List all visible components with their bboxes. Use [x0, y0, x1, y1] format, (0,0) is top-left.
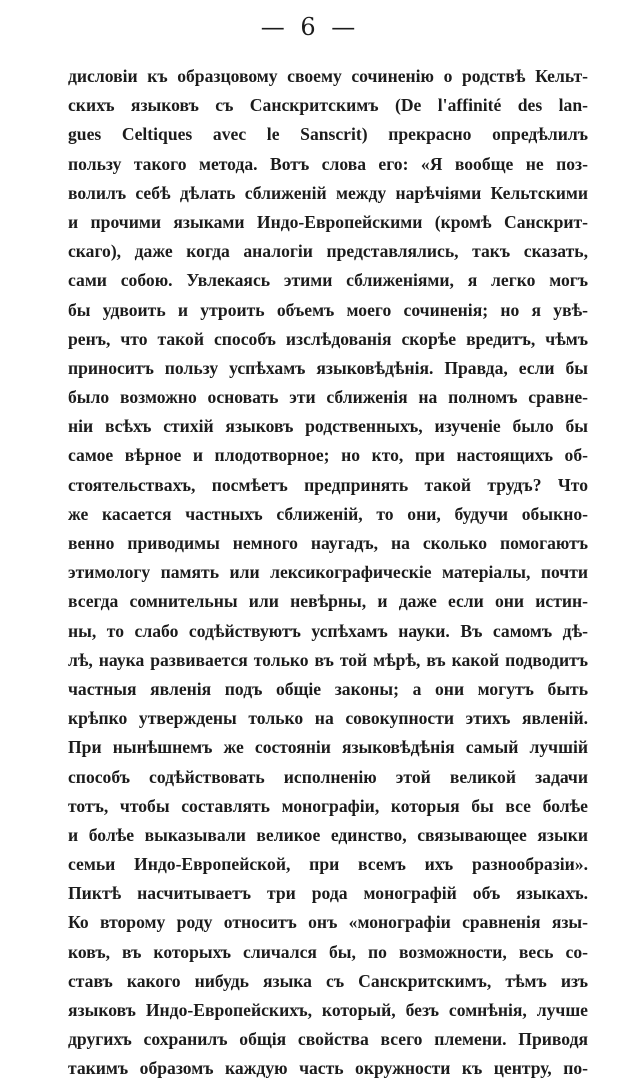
text-line: пользу такого метода. Вотъ слова его: «Я вообще не поз- [68, 153, 588, 174]
text-line: gues Celtiques avec le Sanscrit) прекрасно опредѣлилъ [68, 124, 588, 145]
text-line: ны, то слабо содѣйствуютъ успѣхамъ науки. Въ самомъ дѣ- [68, 620, 588, 641]
text-line: скаго), даже когда аналогіи представлялись, такъ сказать, [68, 241, 588, 262]
text-line: другихъ сохранилъ общія свойства всего племени. Приводя [68, 1029, 588, 1050]
page-number-header: — 6 — [260, 13, 360, 41]
text-line: и болѣе выказывали великое единство, связывающее языки [68, 824, 588, 845]
text-line: этимологу память или лексикографическіе матеріалы, почти [68, 562, 588, 583]
text-line: волилъ себѣ дѣлать сближеній между нарѣчіями Кельтскими [68, 182, 588, 203]
text-line: Пиктѣ насчитываетъ три рода монографій объ языкахъ. [68, 883, 588, 904]
text-line: бы удвоить и утроить объемъ моего сочиненія; но я увѣ- [68, 299, 588, 320]
text-line: дисловіи къ образцовому своему сочиненію о родствѣ Кельт- [68, 66, 588, 86]
text-line: ренъ, что такой способъ изслѣдованія скорѣе вредитъ, чѣмъ [68, 328, 588, 349]
text-line: ставъ какого нибудь языка съ Санскритскимъ, тѣмъ изъ [68, 970, 588, 991]
text-line: было возможно основать эти сближенія на полномъ сравне- [68, 387, 588, 408]
body-text [68, 62, 588, 1084]
text-line: Ко второму роду относитъ онъ «монографіи сравненія язы- [68, 912, 588, 933]
text-line: венно приводимы немного наугадъ, на сколько помогаютъ [68, 533, 588, 553]
text-line: семьи Индо-Европейской, при всемъ ихъ разнообразіи». [68, 854, 588, 875]
text-line: ніи всѣхъ стихій языковъ родственныхъ, изученіе было бы [68, 416, 588, 437]
text-line: сами собою. Увлекаясь этими сближеніями, я легко могъ [68, 270, 588, 291]
text-line: тотъ, чтобы составлять монографіи, которыя бы все болѣе [68, 795, 588, 816]
text-line: и прочими языками Индо-Европейскими (кромѣ Санскрит- [68, 211, 588, 232]
text-line: способъ содѣйствовать исполненію этой великой задачи [68, 766, 588, 787]
text-line: такимъ образомъ каждую часть окружности къ центру, по- [68, 1058, 588, 1079]
text-line: языковъ Индо-Европейскихъ, который, безъ сомнѣнія, лучше [68, 1000, 588, 1020]
text-line: приноситъ пользу успѣхамъ языковѣдѣнія. Правда, если бы [68, 357, 588, 378]
text-line: При нынѣшнемъ же состояніи языковѣдѣнія самый лучшій [68, 737, 588, 758]
text-line: лѣ, наука развивается только въ той мѣрѣ, въ какой подводитъ [68, 649, 588, 670]
text-line: всегда сомнительны или невѣрны, и даже если они истин- [68, 591, 588, 612]
text-line: же касается частныхъ сближеній, то они, будучи обыкно- [68, 503, 588, 524]
text-line: крѣпко утверждены только на совокупности этихъ явленій. [68, 708, 588, 729]
text-line: стоятельствахъ, посмѣетъ предпринять такой трудъ? Что [68, 474, 588, 495]
text-line: скихъ языковъ съ Санскритскимъ (De l'affinité des lan- [68, 95, 588, 116]
text-line: самое вѣрное и плодотворное; но кто, при настоящихъ об- [68, 445, 588, 466]
text-line: ковъ, въ которыхъ сличался бы, по возможности, весь со- [68, 941, 588, 962]
text-line: частныя явленія подъ общіе законы; а они могутъ быть [68, 678, 588, 699]
